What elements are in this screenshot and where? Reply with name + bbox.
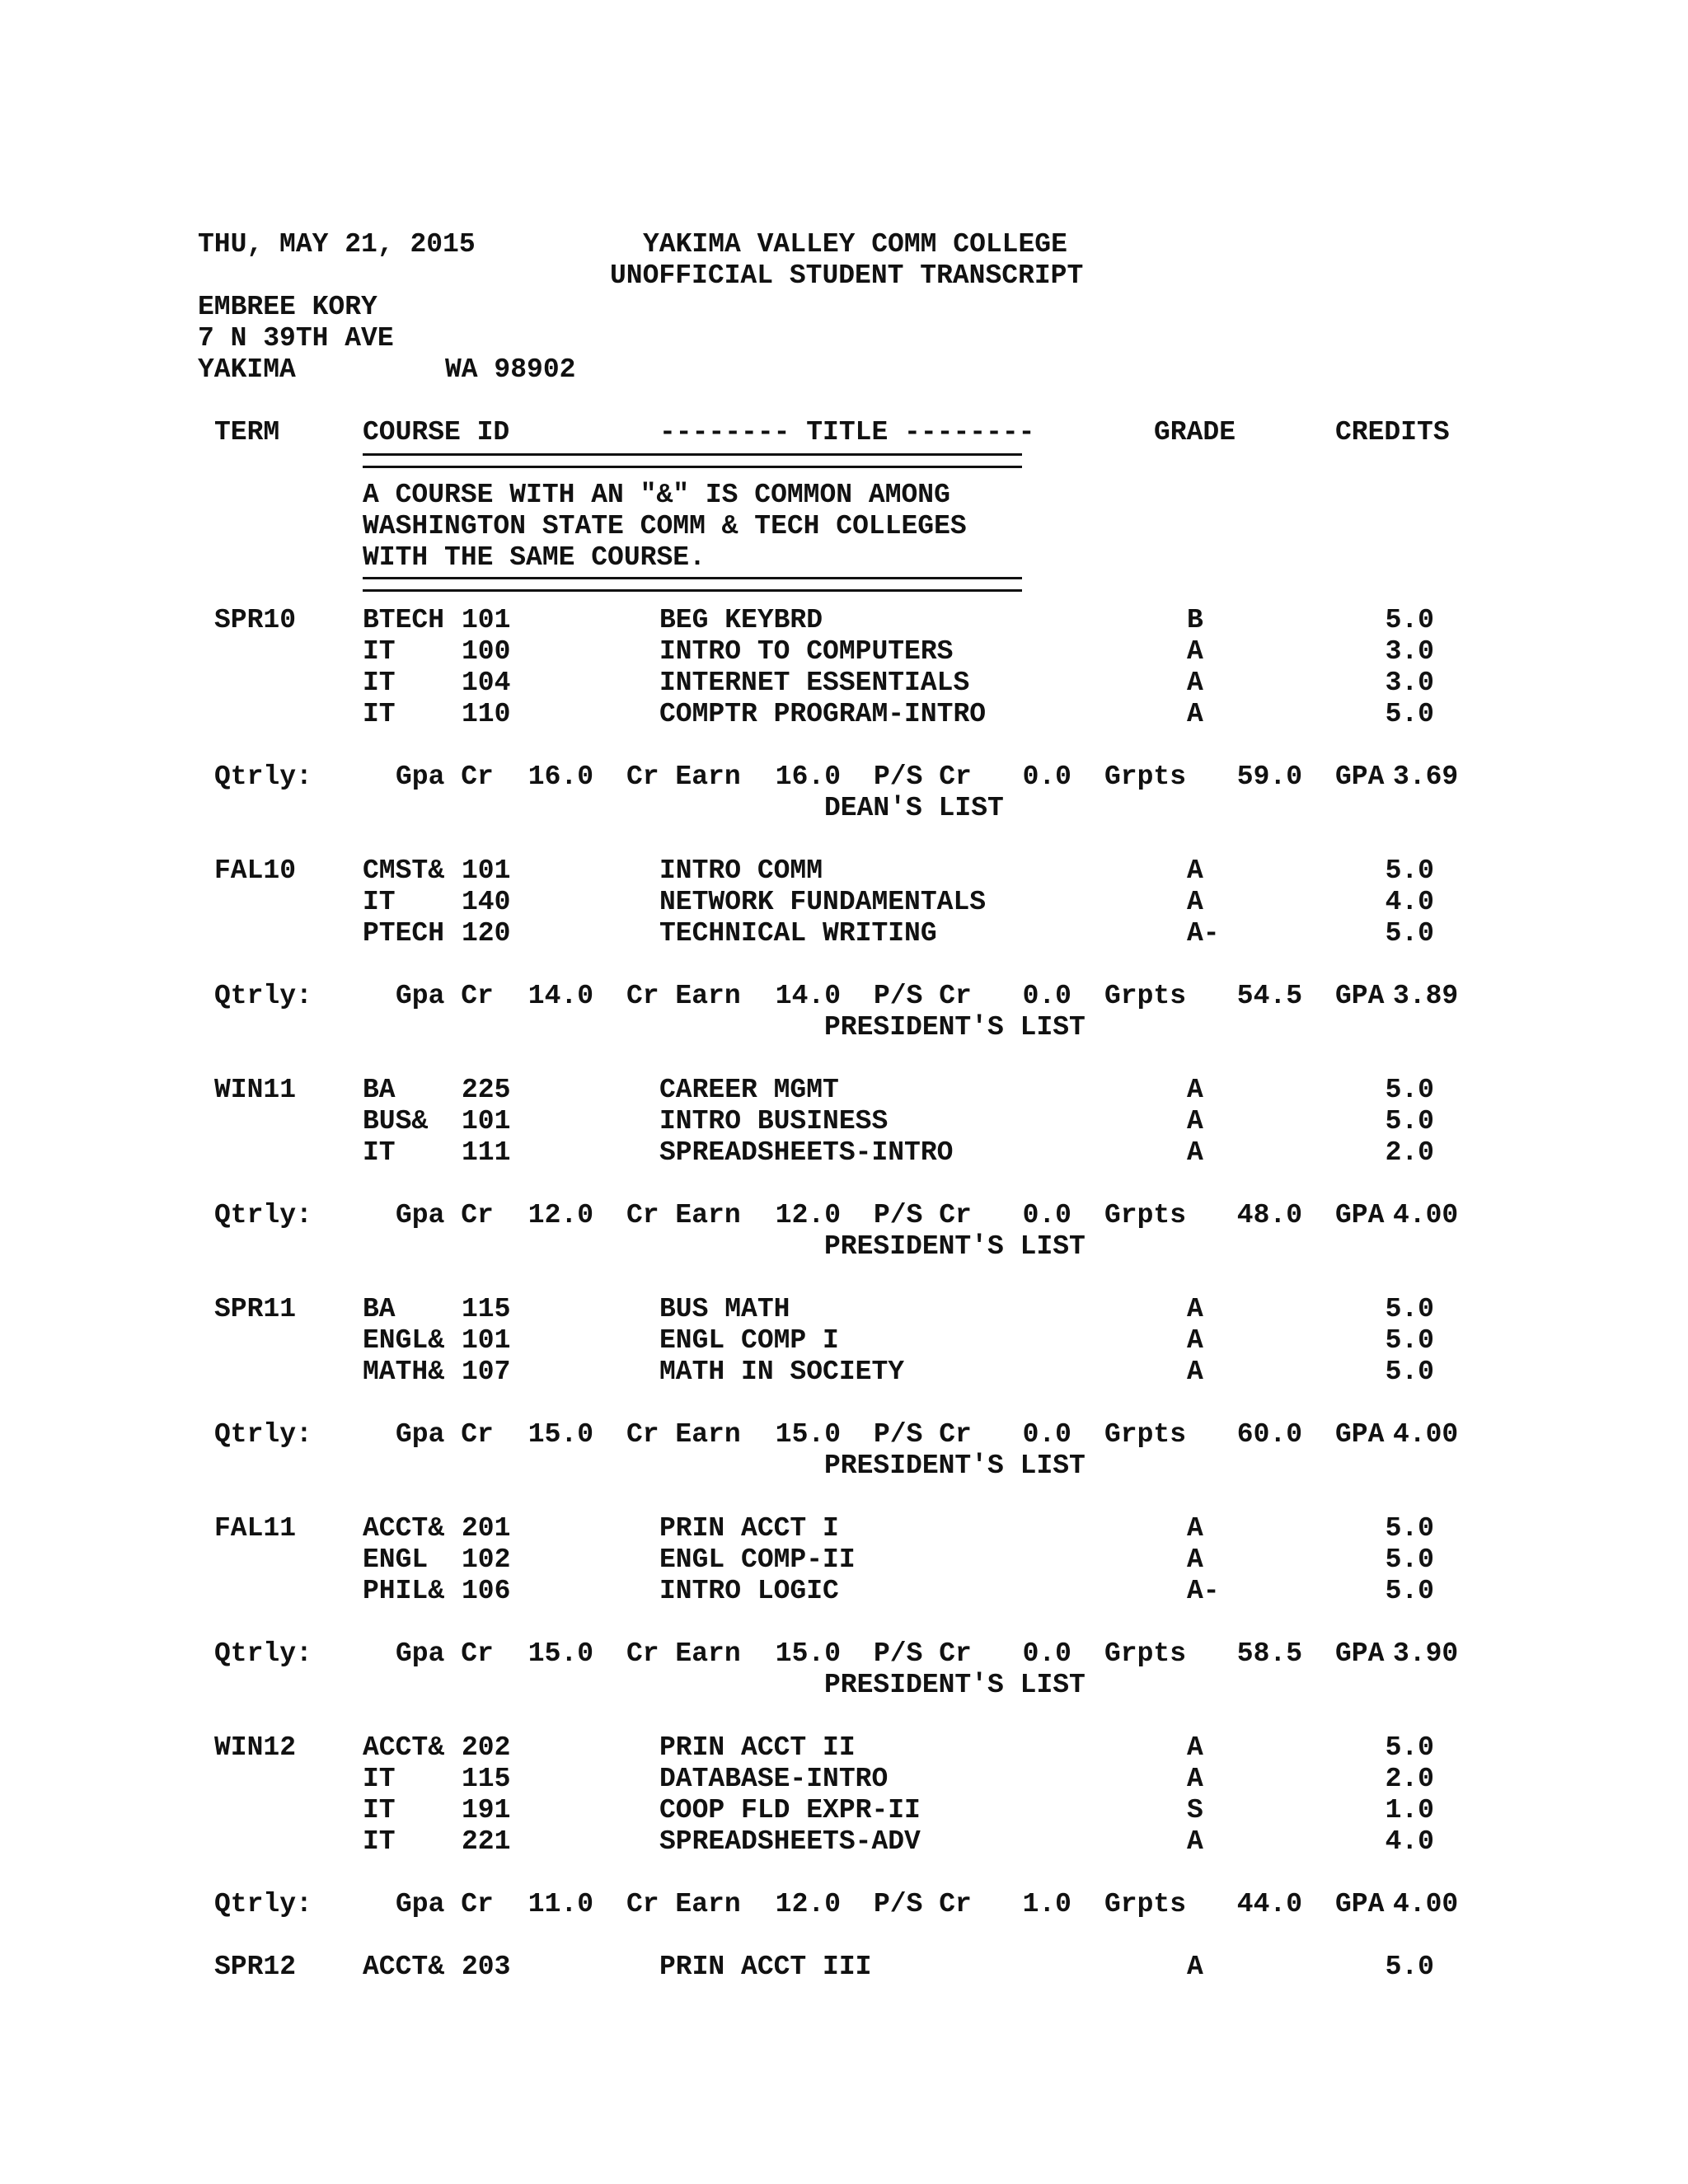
- course-grade: B: [1187, 605, 1203, 635]
- course-dept: BA: [363, 1075, 396, 1105]
- course-number: 107: [462, 1357, 511, 1387]
- summary-qtrly-label: Qtrly:: [214, 1889, 312, 1919]
- course-dept: ACCT&: [363, 1732, 445, 1763]
- course-grade: A: [1187, 1826, 1203, 1857]
- summary-gpa: 3.69: [1393, 762, 1459, 792]
- summary-gpa: 4.00: [1393, 1200, 1459, 1230]
- summary-ps-cr: 1.0: [1022, 1889, 1071, 1919]
- student-city: YAKIMA: [198, 354, 296, 385]
- notice-line: WASHINGTON STATE COMM & TECH COLLEGES: [363, 511, 967, 541]
- course-title: COMPTR PROGRAM-INTRO: [659, 699, 987, 729]
- course-credits: 5.0: [1385, 1544, 1434, 1575]
- course-grade: A: [1187, 1294, 1203, 1324]
- summary-gpa-cr: 15.0: [528, 1638, 593, 1669]
- course-number: 104: [462, 668, 511, 698]
- print-date: THU, MAY 21, 2015: [198, 229, 476, 260]
- course-grade: A: [1187, 1357, 1203, 1387]
- summary-gpa-cr: 12.0: [528, 1200, 593, 1230]
- summary-grpts-label: Grpts: [1104, 1889, 1187, 1919]
- course-title: INTRO LOGIC: [659, 1576, 839, 1606]
- course-title: SPREADSHEETS-ADV: [659, 1826, 921, 1857]
- summary-qtrly-label: Qtrly:: [214, 1200, 312, 1230]
- course-credits: 1.0: [1385, 1795, 1434, 1825]
- course-title: PRIN ACCT III: [659, 1952, 872, 1982]
- summary-gpa: 3.89: [1393, 981, 1459, 1011]
- student-address: 7 N 39TH AVE: [198, 323, 394, 354]
- course-title: INTRO TO COMPUTERS: [659, 636, 954, 667]
- course-grade: A: [1187, 887, 1203, 917]
- course-credits: 5.0: [1385, 699, 1434, 729]
- term-code: SPR11: [214, 1294, 297, 1324]
- summary-gpa: 3.90: [1393, 1638, 1459, 1669]
- summary-grpts: 58.5: [1236, 1638, 1302, 1669]
- course-title: NETWORK FUNDAMENTALS: [659, 887, 987, 917]
- course-credits: 3.0: [1385, 636, 1434, 667]
- course-title: INTERNET ESSENTIALS: [659, 668, 970, 698]
- course-credits: 5.0: [1385, 1952, 1434, 1982]
- course-dept: MATH&: [363, 1357, 445, 1387]
- term-code: WIN11: [214, 1075, 297, 1105]
- course-number: 106: [462, 1576, 511, 1606]
- course-number: 110: [462, 699, 511, 729]
- summary-grpts-label: Grpts: [1104, 1419, 1187, 1450]
- summary-ps-cr-label: P/S Cr: [874, 981, 972, 1011]
- summary-gpa-cr-label: Gpa Cr: [396, 762, 494, 792]
- course-credits: 3.0: [1385, 668, 1434, 698]
- course-dept: IT: [363, 699, 396, 729]
- course-title: PRIN ACCT II: [659, 1732, 856, 1763]
- course-title: INTRO COMM: [659, 855, 823, 886]
- col-course-id: COURSE ID: [363, 417, 510, 448]
- course-title: ENGL COMP-II: [659, 1544, 856, 1575]
- course-dept: IT: [363, 1137, 396, 1168]
- summary-gpa-cr-label: Gpa Cr: [396, 981, 494, 1011]
- notice-line: A COURSE WITH AN "&" IS COMMON AMONG: [363, 480, 950, 510]
- course-credits: 5.0: [1385, 1513, 1434, 1544]
- course-title: BEG KEYBRD: [659, 605, 823, 635]
- summary-gpa-cr-label: Gpa Cr: [396, 1419, 494, 1450]
- student-name: EMBREE KORY: [198, 292, 377, 322]
- course-title: MATH IN SOCIETY: [659, 1357, 905, 1387]
- summary-grpts: 60.0: [1236, 1419, 1302, 1450]
- course-grade: A: [1187, 1325, 1203, 1356]
- summary-ps-cr: 0.0: [1022, 1419, 1071, 1450]
- course-dept: CMST&: [363, 855, 445, 886]
- course-number: 101: [462, 605, 511, 635]
- course-dept: ENGL&: [363, 1325, 445, 1356]
- summary-gpa-label: GPA: [1335, 762, 1385, 792]
- summary-grpts: 48.0: [1236, 1200, 1302, 1230]
- summary-grpts: 54.5: [1236, 981, 1302, 1011]
- course-number: 201: [462, 1513, 511, 1544]
- honor-list: PRESIDENT'S LIST: [824, 1231, 1085, 1262]
- summary-gpa: 4.00: [1393, 1889, 1459, 1919]
- summary-cr-earn-label: Cr Earn: [626, 1638, 741, 1669]
- summary-gpa-cr: 14.0: [528, 981, 593, 1011]
- college-name: YAKIMA VALLEY COMM COLLEGE: [643, 229, 1067, 260]
- summary-grpts-label: Grpts: [1104, 1200, 1187, 1230]
- course-number: 102: [462, 1544, 511, 1575]
- summary-grpts: 59.0: [1236, 762, 1302, 792]
- course-title: BUS MATH: [659, 1294, 790, 1324]
- summary-qtrly-label: Qtrly:: [214, 1419, 312, 1450]
- course-dept: ENGL: [363, 1544, 429, 1575]
- summary-cr-earn: 16.0: [775, 762, 841, 792]
- course-dept: IT: [363, 1826, 396, 1857]
- course-grade: A-: [1187, 918, 1220, 949]
- col-title: -------- TITLE --------: [659, 417, 1035, 448]
- course-number: 221: [462, 1826, 511, 1857]
- course-number: 191: [462, 1795, 511, 1825]
- summary-grpts-label: Grpts: [1104, 762, 1187, 792]
- summary-ps-cr-label: P/S Cr: [874, 1200, 972, 1230]
- summary-grpts-label: Grpts: [1104, 1638, 1187, 1669]
- course-grade: A: [1187, 1952, 1203, 1982]
- course-credits: 5.0: [1385, 918, 1434, 949]
- course-dept: ACCT&: [363, 1952, 445, 1982]
- summary-gpa-label: GPA: [1335, 1889, 1385, 1919]
- course-grade: A: [1187, 668, 1203, 698]
- summary-gpa-cr: 16.0: [528, 762, 593, 792]
- summary-ps-cr-label: P/S Cr: [874, 762, 972, 792]
- summary-gpa: 4.00: [1393, 1419, 1459, 1450]
- course-grade: A: [1187, 1075, 1203, 1105]
- course-title: ENGL COMP I: [659, 1325, 839, 1356]
- double-rule-bottom: [363, 577, 1022, 592]
- course-credits: 5.0: [1385, 1294, 1434, 1324]
- course-dept: ACCT&: [363, 1513, 445, 1544]
- summary-gpa-label: GPA: [1335, 1419, 1385, 1450]
- course-number: 140: [462, 887, 511, 917]
- course-credits: 5.0: [1385, 605, 1434, 635]
- summary-cr-earn: 15.0: [775, 1638, 841, 1669]
- course-number: 101: [462, 855, 511, 886]
- course-number: 202: [462, 1732, 511, 1763]
- summary-ps-cr: 0.0: [1022, 1200, 1071, 1230]
- course-number: 100: [462, 636, 511, 667]
- course-grade: A-: [1187, 1576, 1220, 1606]
- course-number: 101: [462, 1106, 511, 1137]
- course-credits: 5.0: [1385, 1075, 1434, 1105]
- course-credits: 5.0: [1385, 1325, 1434, 1356]
- course-grade: A: [1187, 699, 1203, 729]
- course-grade: A: [1187, 855, 1203, 886]
- course-dept: PTECH: [363, 918, 445, 949]
- course-credits: 4.0: [1385, 887, 1434, 917]
- course-credits: 2.0: [1385, 1137, 1434, 1168]
- summary-cr-earn: 14.0: [775, 981, 841, 1011]
- course-dept: BUS&: [363, 1106, 429, 1137]
- course-dept: PHIL&: [363, 1576, 445, 1606]
- summary-ps-cr-label: P/S Cr: [874, 1638, 972, 1669]
- summary-cr-earn-label: Cr Earn: [626, 762, 741, 792]
- summary-cr-earn: 12.0: [775, 1889, 841, 1919]
- course-dept: IT: [363, 887, 396, 917]
- summary-grpts-label: Grpts: [1104, 981, 1187, 1011]
- summary-gpa-cr-label: Gpa Cr: [396, 1200, 494, 1230]
- summary-cr-earn: 12.0: [775, 1200, 841, 1230]
- summary-cr-earn-label: Cr Earn: [626, 1419, 741, 1450]
- honor-list: PRESIDENT'S LIST: [824, 1670, 1085, 1700]
- course-title: PRIN ACCT I: [659, 1513, 839, 1544]
- summary-ps-cr: 0.0: [1022, 762, 1071, 792]
- course-credits: 5.0: [1385, 1357, 1434, 1387]
- course-credits: 5.0: [1385, 855, 1434, 886]
- col-term: TERM: [214, 417, 280, 448]
- honor-list: PRESIDENT'S LIST: [824, 1012, 1085, 1043]
- course-credits: 4.0: [1385, 1826, 1434, 1857]
- summary-ps-cr-label: P/S Cr: [874, 1889, 972, 1919]
- term-code: SPR10: [214, 605, 297, 635]
- term-code: SPR12: [214, 1952, 297, 1982]
- course-dept: IT: [363, 1764, 396, 1794]
- honor-list: PRESIDENT'S LIST: [824, 1451, 1085, 1481]
- course-grade: A: [1187, 1544, 1203, 1575]
- summary-ps-cr: 0.0: [1022, 1638, 1071, 1669]
- course-number: 225: [462, 1075, 511, 1105]
- course-title: DATABASE-INTRO: [659, 1764, 889, 1794]
- term-code: FAL10: [214, 855, 297, 886]
- course-number: 111: [462, 1137, 511, 1168]
- course-grade: A: [1187, 1732, 1203, 1763]
- course-grade: A: [1187, 1764, 1203, 1794]
- course-title: CAREER MGMT: [659, 1075, 839, 1105]
- course-grade: S: [1187, 1795, 1203, 1825]
- course-dept: IT: [363, 636, 396, 667]
- course-title: SPREADSHEETS-INTRO: [659, 1137, 954, 1168]
- document-title: UNOFFICIAL STUDENT TRANSCRIPT: [610, 260, 1084, 291]
- course-dept: IT: [363, 668, 396, 698]
- summary-cr-earn-label: Cr Earn: [626, 1200, 741, 1230]
- term-code: WIN12: [214, 1732, 297, 1763]
- summary-qtrly-label: Qtrly:: [214, 1638, 312, 1669]
- summary-cr-earn-label: Cr Earn: [626, 981, 741, 1011]
- summary-gpa-cr-label: Gpa Cr: [396, 1889, 494, 1919]
- summary-gpa-cr-label: Gpa Cr: [396, 1638, 494, 1669]
- summary-cr-earn: 15.0: [775, 1419, 841, 1450]
- course-number: 101: [462, 1325, 511, 1356]
- double-rule-top: [363, 453, 1022, 468]
- summary-gpa-cr: 15.0: [528, 1419, 593, 1450]
- col-credits: CREDITS: [1335, 417, 1450, 448]
- course-credits: 5.0: [1385, 1106, 1434, 1137]
- student-state-zip: WA 98902: [445, 354, 576, 385]
- summary-gpa-label: GPA: [1335, 981, 1385, 1011]
- course-dept: BA: [363, 1294, 396, 1324]
- course-title: TECHNICAL WRITING: [659, 918, 937, 949]
- course-title: COOP FLD EXPR-II: [659, 1795, 921, 1825]
- summary-ps-cr-label: P/S Cr: [874, 1419, 972, 1450]
- summary-gpa-label: GPA: [1335, 1638, 1385, 1669]
- course-grade: A: [1187, 1106, 1203, 1137]
- course-credits: 5.0: [1385, 1576, 1434, 1606]
- summary-qtrly-label: Qtrly:: [214, 762, 312, 792]
- summary-gpa-label: GPA: [1335, 1200, 1385, 1230]
- summary-qtrly-label: Qtrly:: [214, 981, 312, 1011]
- course-number: 120: [462, 918, 511, 949]
- honor-list: DEAN'S LIST: [824, 793, 1004, 823]
- course-grade: A: [1187, 636, 1203, 667]
- course-title: INTRO BUSINESS: [659, 1106, 889, 1137]
- summary-gpa-cr: 11.0: [528, 1889, 593, 1919]
- summary-ps-cr: 0.0: [1022, 981, 1071, 1011]
- notice-line: WITH THE SAME COURSE.: [363, 542, 706, 573]
- course-grade: A: [1187, 1513, 1203, 1544]
- course-grade: A: [1187, 1137, 1203, 1168]
- course-number: 203: [462, 1952, 511, 1982]
- course-number: 115: [462, 1294, 511, 1324]
- course-dept: IT: [363, 1795, 396, 1825]
- col-grade: GRADE: [1154, 417, 1236, 448]
- summary-grpts: 44.0: [1236, 1889, 1302, 1919]
- course-credits: 5.0: [1385, 1732, 1434, 1763]
- term-code: FAL11: [214, 1513, 297, 1544]
- course-number: 115: [462, 1764, 511, 1794]
- course-dept: BTECH: [363, 605, 445, 635]
- course-credits: 2.0: [1385, 1764, 1434, 1794]
- summary-cr-earn-label: Cr Earn: [626, 1889, 741, 1919]
